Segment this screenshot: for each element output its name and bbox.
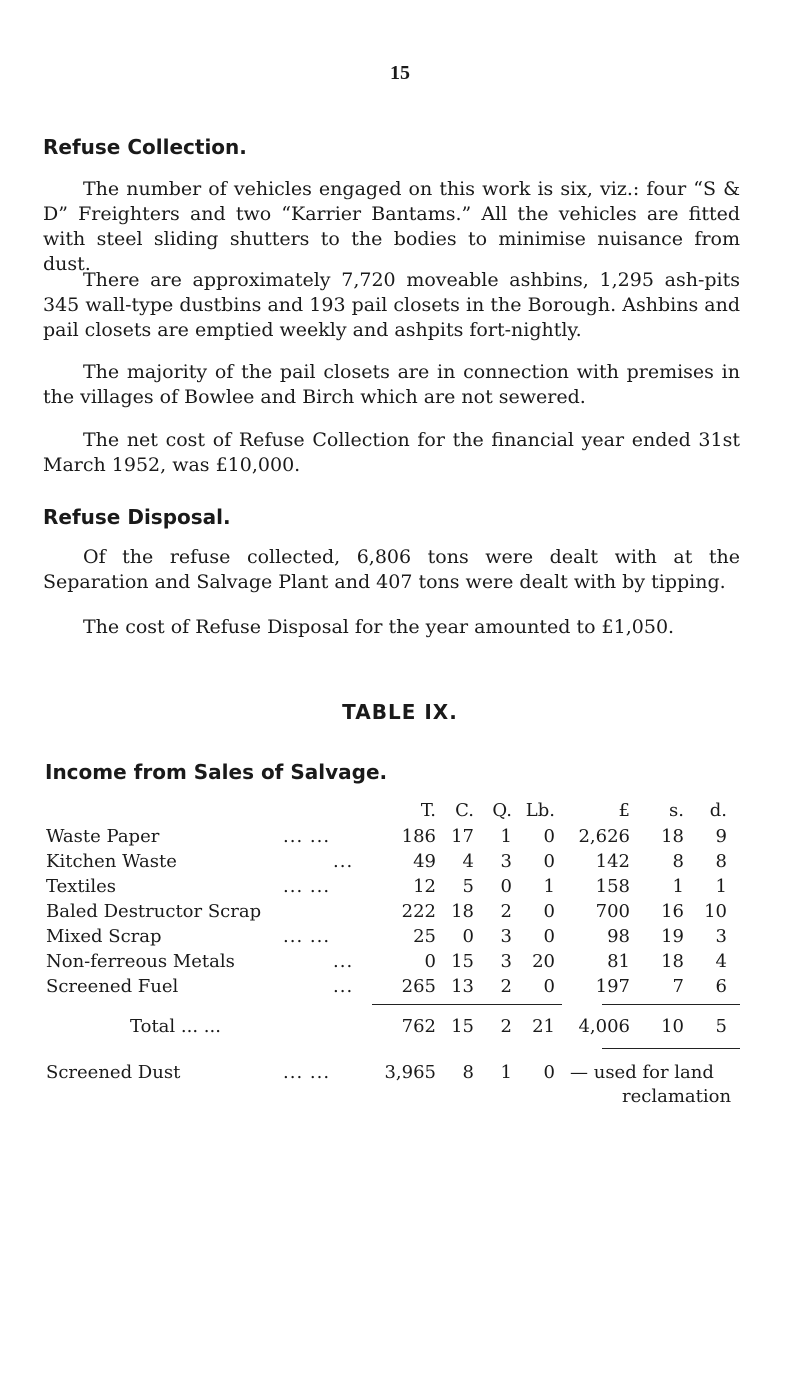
disposal-paragraph-tonnage: Of the refuse collected, 6,806 tons were dealt with at the Separation and Salvage Plant and 407 tons were dealt with by tipping. xyxy=(43,546,740,593)
dust-q: 1 xyxy=(500,1062,512,1083)
cell-s: 16 xyxy=(661,901,684,922)
total-t: 762 xyxy=(401,1016,436,1037)
cell-c: 4 xyxy=(462,851,474,872)
total-label: Total ... ... xyxy=(130,1016,221,1037)
total-rule-money xyxy=(602,1004,740,1005)
cell-q: 0 xyxy=(500,876,512,897)
cell-s: 18 xyxy=(661,951,684,972)
dust-lb: 0 xyxy=(543,1062,555,1083)
row-label: Screened Fuel xyxy=(46,976,179,997)
cell-pound: 142 xyxy=(595,851,630,872)
cell-q: 1 xyxy=(500,826,512,847)
row-label: Waste Paper xyxy=(46,826,160,847)
leader-dots: ... ... xyxy=(283,826,331,847)
cell-lb: 1 xyxy=(543,876,555,897)
column-header-t: T. xyxy=(420,800,436,821)
cell-lb: 0 xyxy=(543,851,555,872)
refuse-disposal-heading: Refuse Disposal. xyxy=(43,505,231,529)
disposal-paragraph-cost: The cost of Refuse Disposal for the year amounted to £1,050. xyxy=(83,616,675,638)
dust-note-cont: reclamation xyxy=(622,1086,732,1107)
dust-label: Screened Dust xyxy=(46,1062,181,1083)
cell-lb: 0 xyxy=(543,826,555,847)
column-header-q: Q. xyxy=(492,800,512,821)
cell-s: 8 xyxy=(672,851,684,872)
cell-q: 2 xyxy=(500,901,512,922)
total-d: 5 xyxy=(715,1016,727,1037)
page-number: 15 xyxy=(390,62,410,84)
total-c: 15 xyxy=(451,1016,474,1037)
cell-t: 265 xyxy=(401,976,436,997)
total-underline-money xyxy=(602,1048,740,1049)
cell-c: 15 xyxy=(451,951,474,972)
cell-d: 4 xyxy=(715,951,727,972)
total-lb: 21 xyxy=(532,1016,555,1037)
cell-d: 10 xyxy=(704,901,727,922)
total-rule-weight xyxy=(372,1004,562,1005)
leader-dots: ... xyxy=(333,851,354,872)
cell-s: 19 xyxy=(661,926,684,947)
cell-c: 13 xyxy=(451,976,474,997)
cell-lb: 20 xyxy=(532,951,555,972)
column-header-c: C. xyxy=(455,800,474,821)
total-pound: 4,006 xyxy=(578,1016,630,1037)
collection-paragraph-cost: The net cost of Refuse Collection for the financial year ended 31st March 1952, was £10,000. xyxy=(43,429,740,476)
cell-d: 3 xyxy=(715,926,727,947)
cell-q: 3 xyxy=(500,951,512,972)
leader-dots: ... ... xyxy=(283,926,331,947)
cell-t: 25 xyxy=(413,926,436,947)
cell-c: 18 xyxy=(451,901,474,922)
cell-t: 0 xyxy=(424,951,436,972)
cell-lb: 0 xyxy=(543,926,555,947)
collection-paragraph-pail-closets: The majority of the pail closets are in connection with premises in the villages of Bowlee and Birch which are not sewered. xyxy=(43,361,740,408)
cell-s: 18 xyxy=(661,826,684,847)
row-label: Baled Destructor Scrap xyxy=(46,901,262,922)
cell-c: 17 xyxy=(451,826,474,847)
row-label: Kitchen Waste xyxy=(46,851,177,872)
total-q: 2 xyxy=(500,1016,512,1037)
cell-s: 7 xyxy=(672,976,684,997)
row-label: Non-ferreous Metals xyxy=(46,951,235,972)
cell-t: 186 xyxy=(401,826,436,847)
dust-note: — used for land xyxy=(570,1062,714,1083)
dust-c: 8 xyxy=(462,1062,474,1083)
leader-dots: ... xyxy=(333,951,354,972)
leader-dots: ... xyxy=(333,976,354,997)
leader-dots: ... ... xyxy=(283,876,331,897)
collection-paragraph-vehicles: The number of vehicles engaged on this work is six, viz.: four “S & D” Freighters and two “Karrier Bantams.” All the vehicles are fitted with steel sliding shutters to the bodies to minimise nuisance from dust. xyxy=(43,178,740,275)
cell-pound: 197 xyxy=(595,976,630,997)
table-title: TABLE IX. xyxy=(342,700,458,724)
cell-t: 12 xyxy=(413,876,436,897)
cell-d: 8 xyxy=(715,851,727,872)
cell-c: 5 xyxy=(462,876,474,897)
cell-d: 6 xyxy=(715,976,727,997)
cell-lb: 0 xyxy=(543,901,555,922)
cell-d: 1 xyxy=(715,876,727,897)
cell-pound: 700 xyxy=(595,901,630,922)
cell-pound: 158 xyxy=(595,876,630,897)
cell-c: 0 xyxy=(462,926,474,947)
cell-d: 9 xyxy=(715,826,727,847)
leader-dots: ... ... xyxy=(283,1062,331,1083)
cell-lb: 0 xyxy=(543,976,555,997)
cell-q: 2 xyxy=(500,976,512,997)
refuse-collection-heading: Refuse Collection. xyxy=(43,135,247,159)
cell-t: 49 xyxy=(413,851,436,872)
column-header-s: s. xyxy=(669,800,684,821)
column-header-pound: £ xyxy=(618,800,630,821)
cell-s: 1 xyxy=(672,876,684,897)
column-header-lb: Lb. xyxy=(525,800,555,821)
cell-q: 3 xyxy=(500,851,512,872)
column-header-d: d. xyxy=(709,800,727,821)
row-label: Textiles xyxy=(46,876,117,897)
row-label: Mixed Scrap xyxy=(46,926,162,947)
collection-paragraph-ashbins: There are approximately 7,720 moveable ashbins, 1,295 ash-pits 345 wall-type dustbins and 193 pail closets in the Borough. Ashbins and pail closets are emptied weekly and ashpits fort-nightly. xyxy=(43,269,740,341)
cell-pound: 98 xyxy=(607,926,630,947)
cell-q: 3 xyxy=(500,926,512,947)
total-s: 10 xyxy=(661,1016,684,1037)
dust-t: 3,965 xyxy=(384,1062,436,1083)
cell-t: 222 xyxy=(401,901,436,922)
cell-pound: 81 xyxy=(607,951,630,972)
table-subtitle: Income from Sales of Salvage. xyxy=(45,760,388,784)
cell-pound: 2,626 xyxy=(578,826,630,847)
